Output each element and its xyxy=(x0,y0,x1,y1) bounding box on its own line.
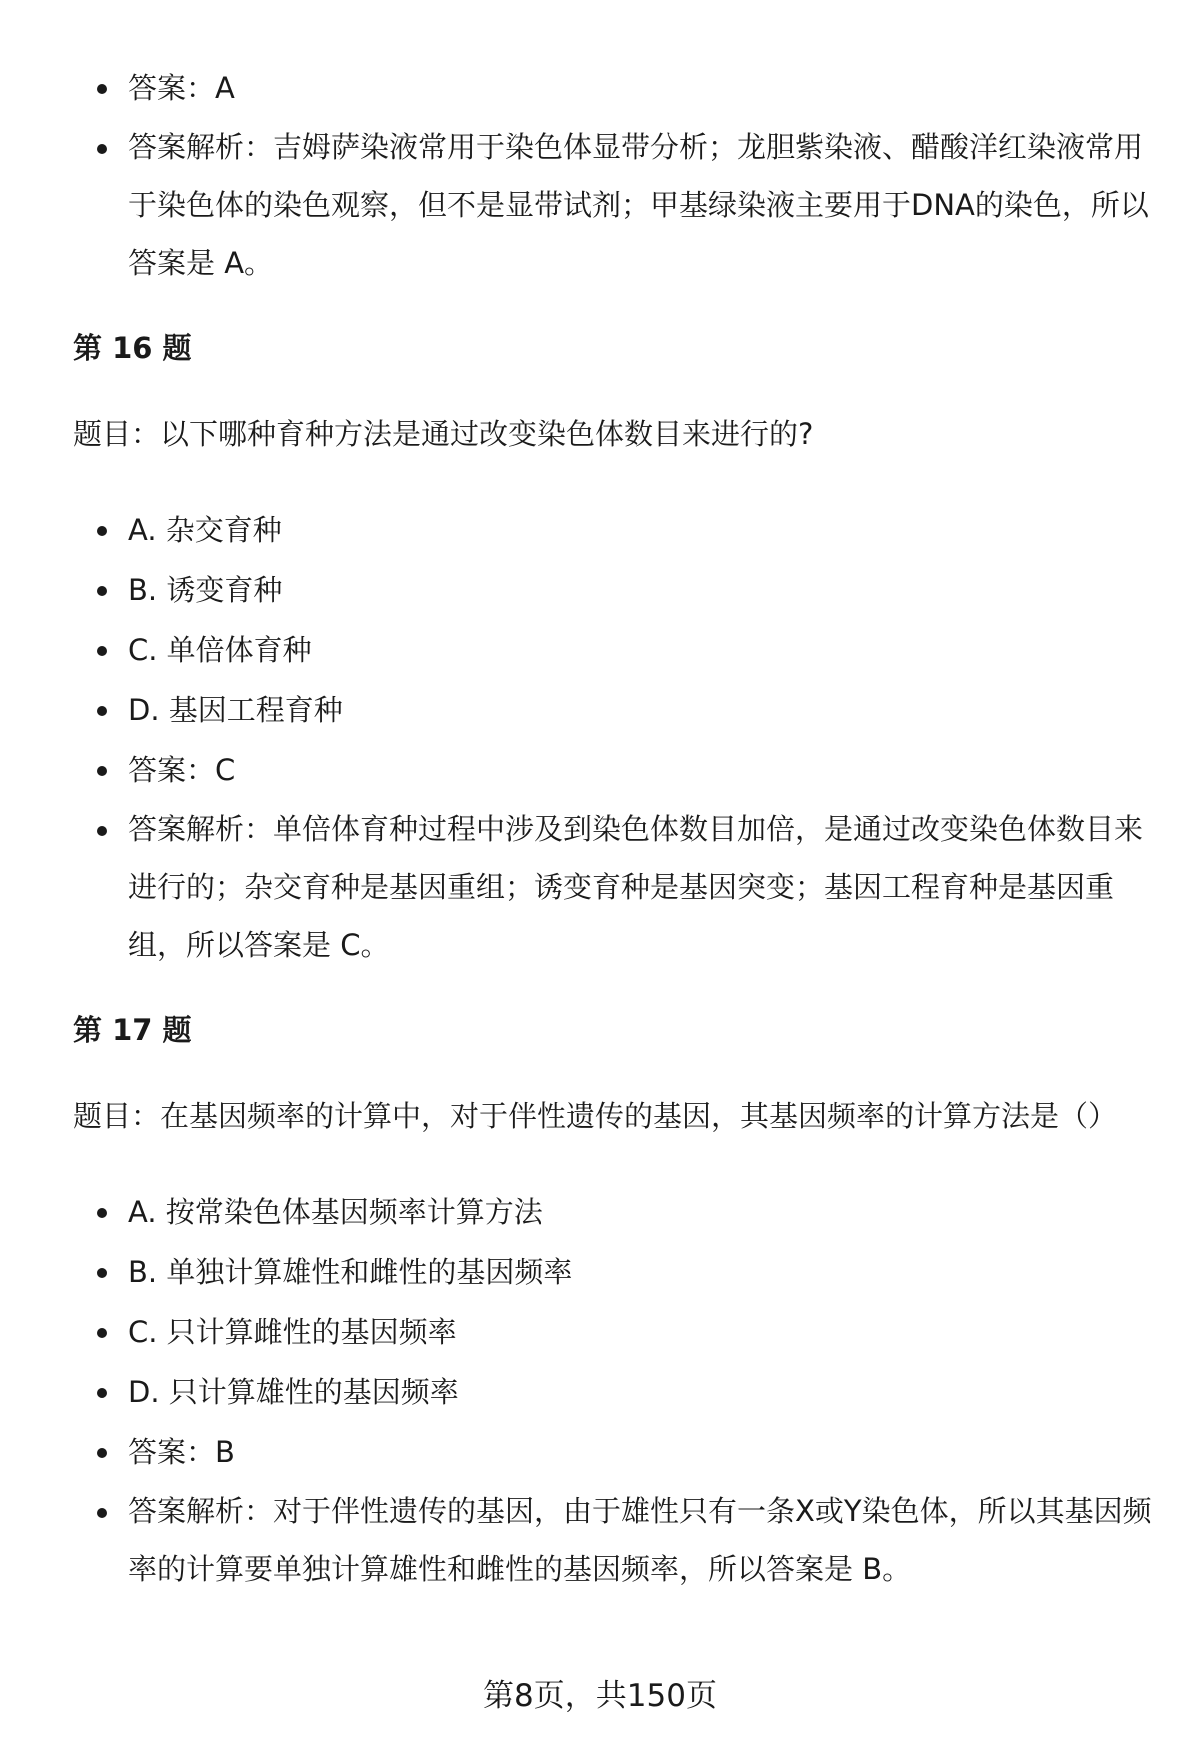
q17-option-a: A. 按常染色体基因频率计算方法 xyxy=(73,1182,1153,1242)
q15-explanation: 答案解析：吉姆萨染液常用于染色体显带分析；龙胆紫染液、醋酸洋红染液常用于染色体的染色观察，但不是显带试剂；甲基绿染液主要用于DNA的染色，所以答案是 A。 xyxy=(73,118,1153,292)
q17-option-list xyxy=(73,1182,1153,1598)
q17-explanation: 答案解析：对于伴性遗传的基因，由于雄性只有一条X或Y染色体，所以其基因频率的计算要单独计算雄性和雌性的基因频率，所以答案是 B。 xyxy=(73,1482,1153,1598)
q16-answer: 答案：C xyxy=(73,740,1153,800)
q16-question: 题目：以下哪种育种方法是通过改变染色体数目来进行的? xyxy=(73,417,814,451)
q16-heading: 第 16 题 xyxy=(73,331,192,365)
q17-question: 题目：在基因频率的计算中，对于伴性遗传的基因，其基因频率的计算方法是（） xyxy=(73,1099,1118,1133)
q17-option-d: D. 只计算雄性的基因频率 xyxy=(73,1362,1153,1422)
q16-option-list xyxy=(73,500,1153,974)
page-content xyxy=(73,58,1153,1598)
q17-answer: 答案：B xyxy=(73,1422,1153,1482)
q16-option-d: D. 基因工程育种 xyxy=(73,680,1153,740)
q16-option-c: C. 单倍体育种 xyxy=(73,620,1153,680)
q17-heading: 第 17 题 xyxy=(73,1013,192,1047)
q16-explanation: 答案解析：单倍体育种过程中涉及到染色体数目加倍，是通过改变染色体数目来进行的；杂交育种是基因重组；诱变育种是基因突变；基因工程育种是基因重组，所以答案是 C。 xyxy=(73,800,1153,974)
q15-tail-list xyxy=(73,58,1153,292)
q16-option-a: A. 杂交育种 xyxy=(73,500,1153,560)
q17-option-c: C. 只计算雌性的基因频率 xyxy=(73,1302,1153,1362)
q15-answer: 答案：A xyxy=(73,58,1153,118)
q17-option-b: B. 单独计算雄性和雌性的基因频率 xyxy=(73,1242,1153,1302)
page-number-footer: 第8页，共150页 xyxy=(483,1678,717,1714)
q16-option-b: B. 诱变育种 xyxy=(73,560,1153,620)
